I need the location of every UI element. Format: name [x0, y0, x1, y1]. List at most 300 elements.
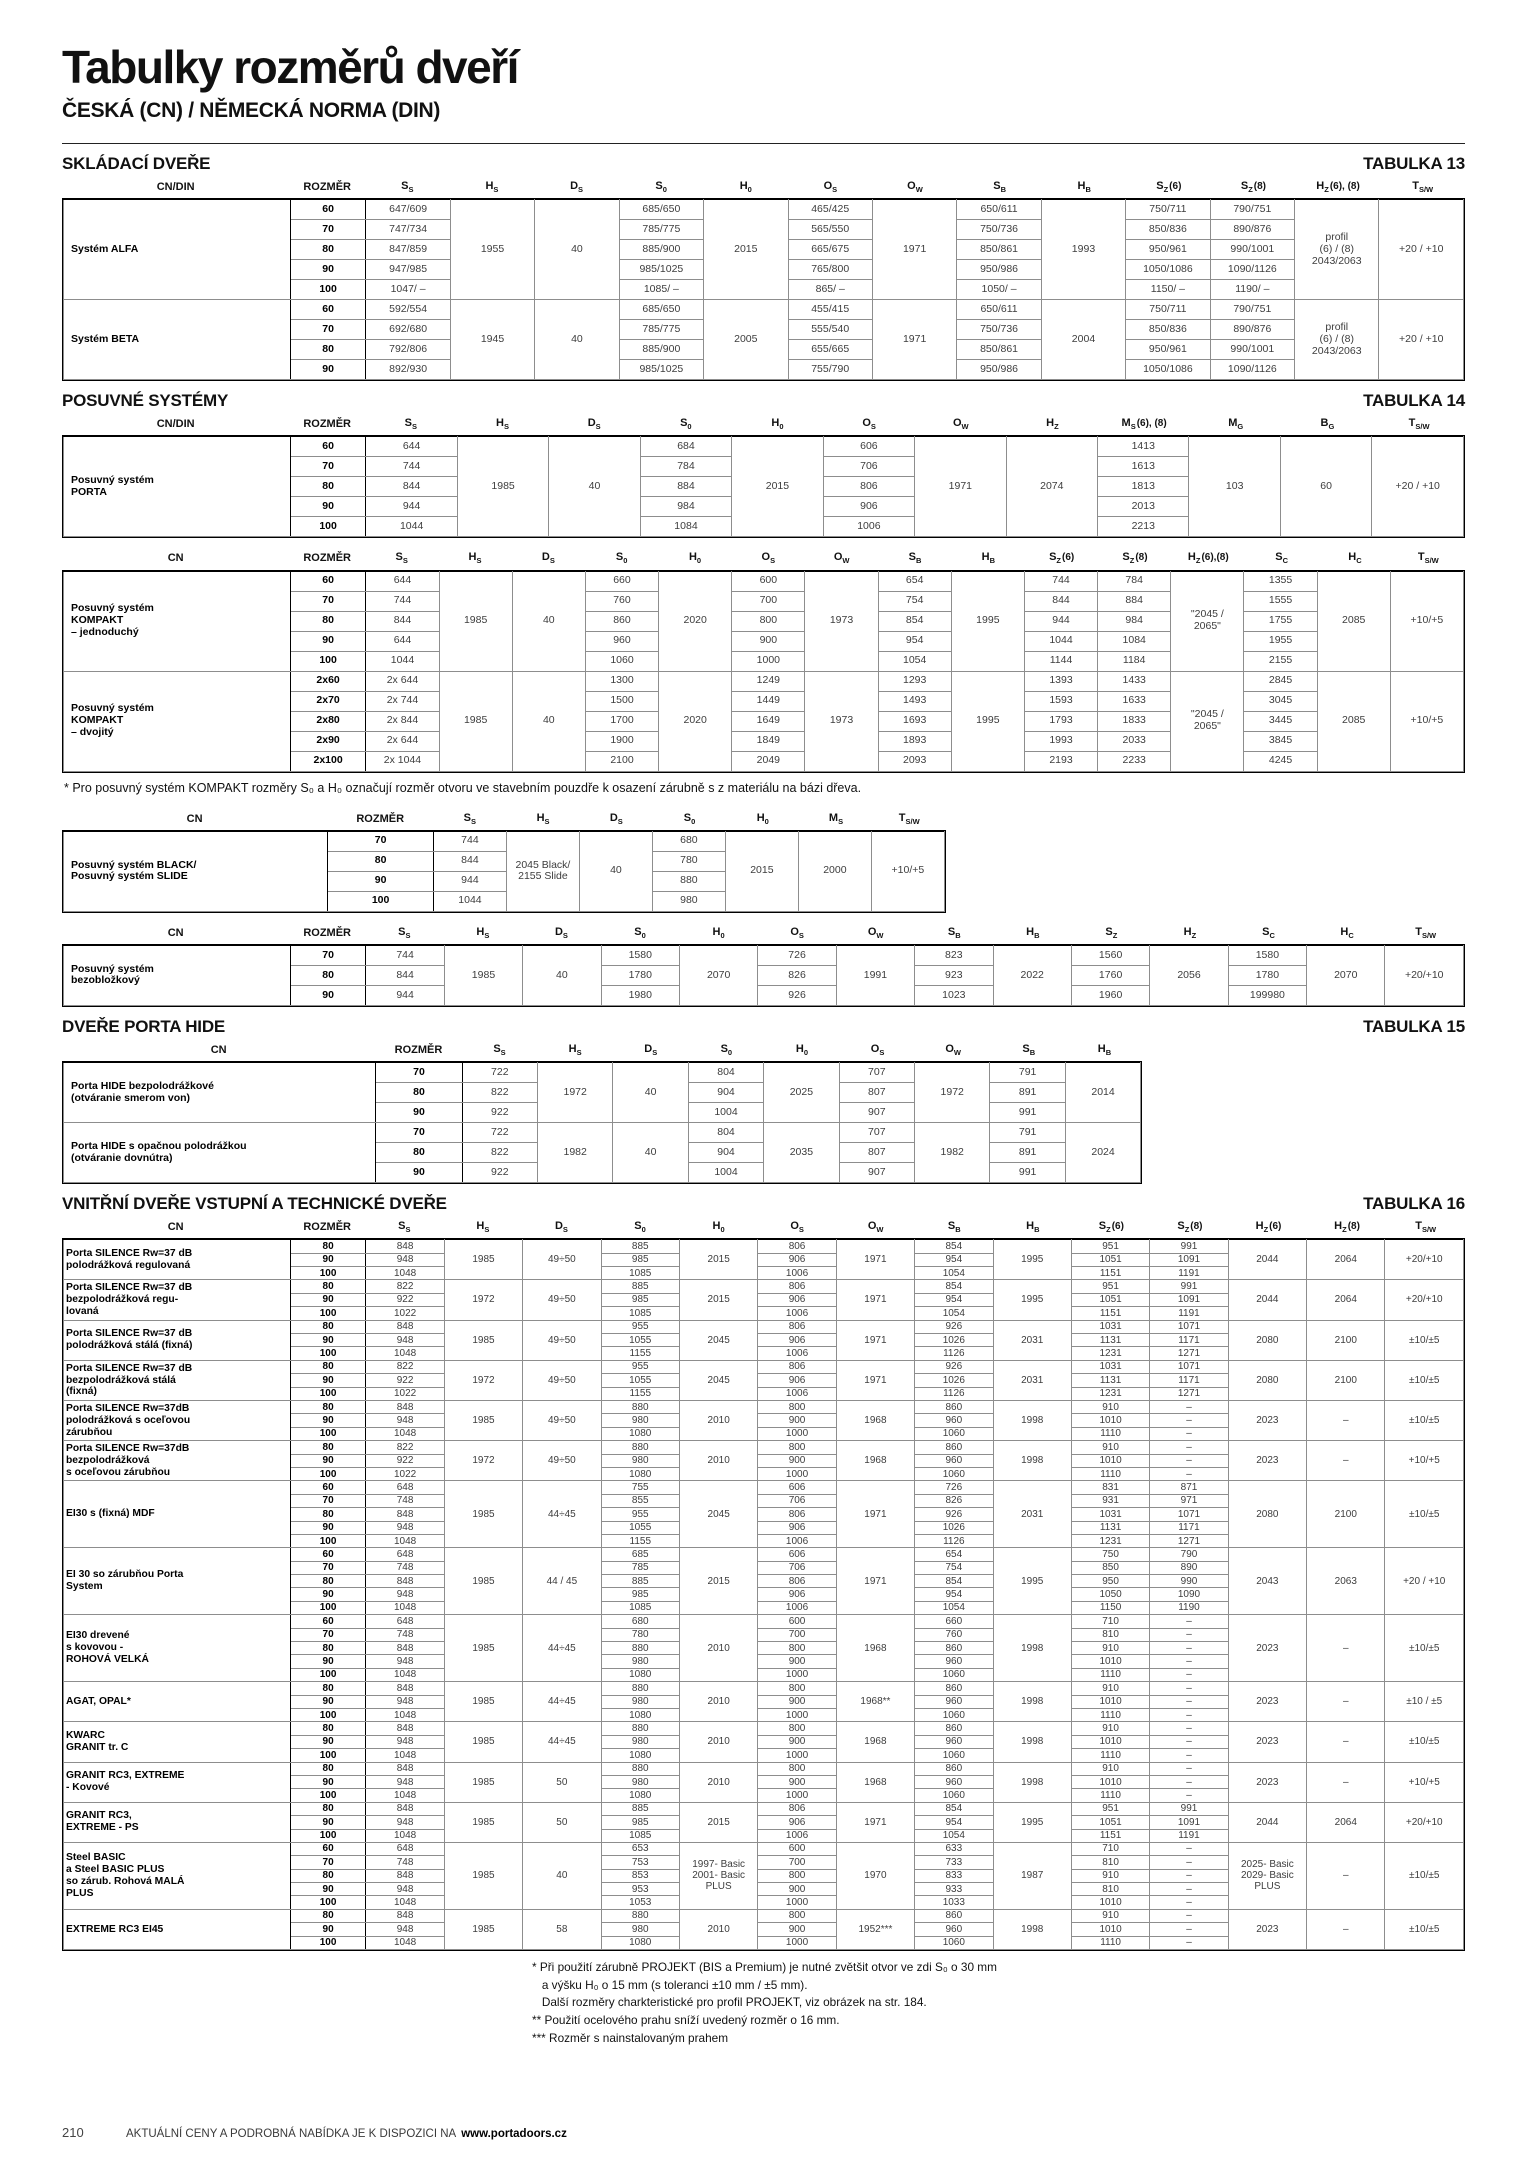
value-cell: 648	[366, 1481, 444, 1494]
shared-value-cell: 49÷50	[523, 1320, 601, 1360]
value-cell: 4245	[1244, 751, 1317, 771]
value-cell: 765/800	[788, 260, 872, 280]
value-cell: 1580	[601, 945, 679, 965]
value-cell: 1054	[915, 1267, 993, 1280]
value-cell: 960	[915, 1923, 993, 1936]
value-cell: 885	[601, 1280, 679, 1293]
shared-value-cell: 2074	[1006, 437, 1097, 537]
column-header: $S_Z(6)$	[1049, 551, 1075, 566]
value-cell: 960	[915, 1775, 993, 1788]
value-cell: 1090/1126	[1210, 360, 1294, 380]
value-cell: 685	[601, 1548, 679, 1561]
shared-value-cell: 1985	[444, 1842, 522, 1909]
table-frame	[62, 944, 1465, 1007]
column-header: $H_0$	[756, 811, 769, 826]
rozmer-cell: 100	[290, 1789, 366, 1802]
value-cell: 1780	[601, 965, 679, 985]
value-cell: 706	[758, 1561, 836, 1574]
value-cell: 910	[1071, 1642, 1149, 1655]
value-cell: 891	[990, 1083, 1065, 1103]
column-header: $D_S$	[609, 811, 623, 826]
value-cell: 660	[585, 571, 658, 591]
value-cell: 1151	[1071, 1829, 1149, 1842]
value-cell: 1155	[601, 1347, 679, 1360]
value-cell: 806	[758, 1320, 836, 1333]
shared-value-cell: –	[1307, 1401, 1385, 1441]
value-cell: 2213	[1098, 517, 1189, 537]
value-cell: 800	[758, 1441, 836, 1454]
shared-value-cell: 1952***	[836, 1909, 914, 1949]
value-cell: 1044	[1024, 631, 1097, 651]
value-cell: 2033	[1098, 731, 1171, 751]
value-cell: 784	[1098, 571, 1171, 591]
value-cell: 906	[758, 1374, 836, 1387]
rozmer-cell: 2x70	[290, 691, 366, 711]
column-header: $S_Z(6)$	[1098, 1220, 1124, 1235]
value-cell: 1060	[915, 1668, 993, 1681]
value-cell: 948	[366, 1655, 444, 1668]
shared-value-cell: "2045 / 2065"	[1171, 571, 1244, 671]
footnote-line: ** Použití ocelového prahu sníží uvedený rozměr o 16 mm.	[532, 2013, 840, 2028]
value-cell: 1760	[1071, 965, 1149, 985]
value-cell: 826	[758, 965, 836, 985]
value-cell: 1271	[1150, 1347, 1228, 1360]
value-cell: 860	[915, 1642, 993, 1655]
value-cell: 1048	[366, 1347, 444, 1360]
shared-value-cell: 60	[1280, 437, 1371, 537]
section-heading	[62, 1194, 1465, 1214]
column-header: $O_S$	[823, 180, 838, 195]
table-footnote: * Pro posuvný systém KOMPAKT rozměry S₀ a H₀ označují rozměr otvoru ve stavebním pouzdře k osazení zárubně s z materiálu na bázi dřeva.	[64, 780, 862, 795]
value-cell: 1000	[758, 1708, 836, 1721]
value-cell: 1048	[366, 1896, 444, 1909]
rozmer-cell: 70	[376, 1063, 462, 1083]
value-cell: 1091	[1150, 1293, 1228, 1306]
shared-value-cell: 1995	[951, 571, 1024, 671]
column-header: CN	[186, 812, 203, 825]
value-cell: –	[1150, 1682, 1228, 1695]
shared-value-cell: 1995	[951, 671, 1024, 771]
value-cell: 900	[758, 1735, 836, 1748]
rozmer-cell: 70	[290, 591, 366, 611]
value-cell: 1044	[366, 651, 439, 671]
column-header: $S_0$	[720, 1042, 733, 1058]
value-cell: 706	[823, 457, 914, 477]
value-cell: 1355	[1244, 571, 1317, 591]
value-cell: 1155	[601, 1387, 679, 1400]
shared-value-cell: +20/+10	[1385, 1280, 1464, 1320]
shared-value-cell: 2000	[798, 831, 871, 911]
value-cell: 606	[758, 1548, 836, 1561]
value-cell: 1171	[1150, 1374, 1228, 1387]
rozmer-cell: 100	[290, 1387, 366, 1400]
value-cell: 1293	[878, 671, 951, 691]
group-label-cell: Posuvný systém KOMPAKT – jednoduchý	[64, 571, 291, 671]
column-header: $H_Z$	[1183, 925, 1197, 940]
value-cell: 854	[915, 1240, 993, 1253]
shared-value-cell: 1971	[836, 1280, 914, 1320]
value-cell: 985	[601, 1588, 679, 1601]
shared-value-cell: 2056	[1150, 945, 1228, 1005]
column-header: $H_B$	[1097, 1042, 1112, 1058]
value-cell: 922	[366, 1454, 444, 1467]
rozmer-cell: 90	[290, 1588, 366, 1601]
shared-value-cell: "2045 / 2065"	[1171, 671, 1244, 771]
group-label-cell: EI30 s (fixná) MDF	[64, 1481, 291, 1548]
value-cell: 922	[462, 1103, 537, 1123]
value-cell: 948	[366, 1695, 444, 1708]
column-header: $S_0$	[683, 811, 696, 826]
shared-value-cell: +20/+10	[1385, 1240, 1464, 1280]
group-label-cell: AGAT, OPAL*	[64, 1682, 291, 1722]
value-cell: 1300	[585, 671, 658, 691]
value-cell: 2x 644	[366, 671, 439, 691]
value-cell: 1091	[1150, 1253, 1228, 1266]
value-cell: 800	[732, 611, 805, 631]
value-cell: 744	[366, 591, 439, 611]
shared-value-cell: 2043	[1228, 1548, 1306, 1615]
value-cell: 1633	[1098, 691, 1171, 711]
value-cell: 906	[758, 1253, 836, 1266]
table-row	[64, 1320, 1464, 1333]
shared-value-cell: 1995	[993, 1240, 1071, 1280]
value-cell: –	[1150, 1401, 1228, 1414]
value-cell: 800	[758, 1682, 836, 1695]
column-header: $D_S$	[554, 1220, 568, 1235]
value-cell: 1060	[915, 1467, 993, 1480]
dimension-table	[62, 1038, 1142, 1184]
table-row	[64, 1722, 1464, 1735]
table-row	[64, 300, 1464, 320]
column-header: $S_B$	[993, 180, 1006, 195]
value-cell: 1110	[1071, 1708, 1149, 1721]
shared-value-cell: 2100	[1307, 1481, 1385, 1548]
value-cell: 922	[462, 1163, 537, 1183]
value-cell: 960	[915, 1735, 993, 1748]
rozmer-cell: 80	[376, 1143, 462, 1163]
value-cell: 1054	[915, 1307, 993, 1320]
value-cell: 1022	[366, 1467, 444, 1480]
value-cell: 1780	[1228, 965, 1306, 985]
value-cell: 592/554	[366, 300, 450, 320]
value-cell: 1131	[1071, 1334, 1149, 1347]
value-cell: 822	[462, 1083, 537, 1103]
column-header: $M_S$	[828, 811, 844, 826]
value-cell: 960	[915, 1414, 993, 1427]
value-cell: 1048	[366, 1427, 444, 1440]
value-cell: 890/876	[1210, 320, 1294, 340]
rozmer-cell: 90	[290, 1775, 366, 1788]
shared-value-cell: 2015	[725, 831, 798, 911]
shared-value-cell: 1985	[444, 1802, 522, 1842]
column-header: $O_S$	[790, 925, 804, 940]
value-cell: 1051	[1071, 1253, 1149, 1266]
value-cell: 933	[915, 1883, 993, 1896]
value-cell: 880	[601, 1722, 679, 1735]
value-cell: 985/1025	[619, 260, 703, 280]
value-cell: 1022	[366, 1387, 444, 1400]
value-cell: 654	[878, 571, 951, 591]
column-header: $H_0$	[739, 180, 752, 195]
shared-value-cell: 1985	[439, 571, 512, 671]
rozmer-cell: 90	[290, 360, 366, 380]
value-cell: 1071	[1150, 1360, 1228, 1373]
column-header: $D_S$	[541, 551, 555, 566]
value-cell: 1006	[758, 1829, 836, 1842]
column-header: $H_0$	[771, 417, 784, 432]
shared-value-cell: 1985	[444, 1615, 522, 1682]
value-cell: 780	[652, 851, 725, 871]
shared-value-cell: 1985	[444, 1401, 522, 1441]
column-header: $H_Z(6)$	[1255, 1220, 1282, 1235]
value-cell: 1000	[758, 1427, 836, 1440]
shared-value-cell: 2010	[679, 1682, 757, 1722]
value-cell: 1955	[1244, 631, 1317, 651]
value-cell: 1085	[601, 1307, 679, 1320]
value-cell: 844	[1024, 591, 1097, 611]
value-cell: –	[1150, 1441, 1228, 1454]
shared-value-cell: 2044	[1228, 1280, 1306, 1320]
shared-value-cell: 1985	[444, 1481, 522, 1548]
page-header	[62, 41, 1465, 144]
shared-value-cell: 1972	[537, 1063, 612, 1123]
value-cell: 600	[732, 571, 805, 591]
value-cell: 3045	[1244, 691, 1317, 711]
value-cell: 910	[1071, 1441, 1149, 1454]
value-cell: 910	[1071, 1682, 1149, 1695]
value-cell: 1006	[758, 1601, 836, 1614]
value-cell: 991	[990, 1163, 1065, 1183]
shared-value-cell: 49÷50	[523, 1441, 601, 1481]
shared-value-cell: 2085	[1317, 671, 1390, 771]
value-cell: 885	[601, 1240, 679, 1253]
value-cell: 1055	[601, 1521, 679, 1534]
value-cell: –	[1150, 1454, 1228, 1467]
shared-value-cell: 2023	[1228, 1682, 1306, 1722]
value-cell: 1048	[366, 1668, 444, 1681]
column-header: ROZMĚR	[303, 552, 351, 565]
value-cell: 848	[366, 1722, 444, 1735]
shared-value-cell: 2010	[679, 1441, 757, 1481]
value-cell: 990/1001	[1210, 340, 1294, 360]
value-cell: 980	[601, 1923, 679, 1936]
rozmer-cell: 70	[290, 320, 366, 340]
column-header: $S_0$	[634, 925, 646, 940]
table-row	[64, 1682, 1464, 1695]
value-cell: 1110	[1071, 1789, 1149, 1802]
value-cell: 884	[640, 477, 731, 497]
shared-value-cell: +20 / +10	[1379, 200, 1464, 300]
column-header: $O_W$	[867, 925, 884, 940]
column-header: CN	[167, 1221, 184, 1234]
rozmer-cell: 70	[290, 945, 366, 965]
rozmer-cell: 100	[290, 1896, 366, 1909]
value-cell: 1155	[601, 1534, 679, 1547]
value-cell: 850/836	[1126, 220, 1210, 240]
value-cell: 880	[601, 1682, 679, 1695]
shared-value-cell: 2100	[1307, 1320, 1385, 1360]
shared-value-cell: 1945	[450, 300, 534, 380]
value-cell: 1000	[732, 651, 805, 671]
value-cell: 1000	[758, 1668, 836, 1681]
shared-value-cell: 2080	[1228, 1320, 1306, 1360]
column-header: $D_S$	[587, 417, 601, 432]
table-header-row	[62, 412, 1465, 435]
section-skladaci-dvere	[62, 154, 1465, 381]
shared-value-cell: ±10/±5	[1385, 1481, 1464, 1548]
tabulka-label: TABULKA 13	[1363, 154, 1465, 173]
table-row	[64, 1481, 1464, 1494]
value-cell: 1393	[1024, 671, 1097, 691]
group-label-cell: Porta HIDE s opačnou polodrážkou (otváranie dovnútra)	[64, 1123, 376, 1183]
value-cell: 748	[366, 1628, 444, 1641]
rozmer-cell: 80	[290, 1682, 366, 1695]
value-cell: 1026	[915, 1521, 993, 1534]
value-cell: 951	[1071, 1240, 1149, 1253]
shared-value-cell: –	[1307, 1615, 1385, 1682]
value-cell: 1493	[878, 691, 951, 711]
value-cell: 944	[366, 985, 444, 1005]
rozmer-cell: 60	[290, 1481, 366, 1494]
shared-value-cell: 40	[549, 437, 640, 537]
value-cell: 1010	[1071, 1655, 1149, 1668]
value-cell: 1580	[1228, 945, 1306, 965]
value-cell: 850/861	[957, 240, 1041, 260]
value-cell: 700	[758, 1856, 836, 1869]
value-cell: 1031	[1071, 1320, 1149, 1333]
value-cell: 2x 1044	[366, 751, 439, 771]
table-row	[64, 1123, 1141, 1143]
shared-value-cell: 40	[523, 1842, 601, 1909]
rozmer-cell: 90	[290, 1454, 366, 1467]
value-cell: 565/550	[788, 220, 872, 240]
table-row	[64, 1909, 1464, 1922]
table-header-row	[62, 921, 1465, 944]
shared-value-cell: 1968	[836, 1615, 914, 1682]
value-cell: 748	[366, 1561, 444, 1574]
column-header: $S_S$	[401, 180, 414, 195]
rozmer-cell: 60	[290, 1615, 366, 1628]
shared-value-cell: 2035	[764, 1123, 839, 1183]
table-row	[64, 831, 945, 851]
table-row	[64, 1240, 1464, 1253]
column-header: $H_S$	[496, 417, 509, 432]
shared-value-cell: 2064	[1307, 1802, 1385, 1842]
value-cell: 750/711	[1126, 200, 1210, 220]
shared-value-cell: ±10/±5	[1385, 1909, 1464, 1949]
value-cell: 790/751	[1210, 300, 1294, 320]
value-cell: 726	[758, 945, 836, 965]
value-cell: –	[1150, 1628, 1228, 1641]
shared-value-cell: 1971	[836, 1802, 914, 1842]
column-header: ROZMĚR	[356, 812, 405, 825]
shared-value-cell: 40	[523, 945, 601, 1005]
value-cell: 900	[758, 1923, 836, 1936]
value-cell: 950/986	[957, 360, 1041, 380]
value-cell: 955	[601, 1320, 679, 1333]
shared-value-cell: 2031	[993, 1481, 1071, 1548]
value-cell: 880	[652, 871, 725, 891]
value-cell: 1010	[1071, 1414, 1149, 1427]
rozmer-cell: 90	[290, 1816, 366, 1829]
shared-value-cell: 1971	[836, 1548, 914, 1615]
shared-value-cell: 1982	[915, 1123, 990, 1183]
rozmer-cell: 80	[290, 965, 366, 985]
sections-container	[62, 144, 1465, 2047]
value-cell: 923	[915, 965, 993, 985]
rozmer-cell: 100	[290, 280, 366, 300]
value-cell: 1060	[915, 1789, 993, 1802]
value-cell: 1131	[1071, 1374, 1149, 1387]
rozmer-cell: 80	[290, 1869, 366, 1882]
footnotes-block	[532, 1959, 1465, 2047]
shared-value-cell: 1995	[993, 1280, 1071, 1320]
value-cell: 848	[366, 1682, 444, 1695]
footnote-line: * Při použití zárubně PROJEKT (BIS a Premium) je nutné zvětšit otvor ve zdi S₀ o 30 mm	[532, 1960, 997, 1975]
value-cell: 984	[1098, 611, 1171, 631]
value-cell: 806	[758, 1240, 836, 1253]
shared-value-cell: –	[1307, 1722, 1385, 1762]
value-cell: –	[1150, 1936, 1228, 1949]
rozmer-cell: 80	[290, 1722, 366, 1735]
shared-value-cell: 1968**	[836, 1682, 914, 1722]
group-label-cell: Posuvný systém PORTA	[64, 437, 291, 537]
value-cell: 951	[1071, 1802, 1149, 1815]
value-cell: 1050/1086	[1126, 260, 1210, 280]
value-cell: 910	[1071, 1909, 1149, 1922]
group-label-cell: Systém BETA	[64, 300, 291, 380]
value-cell: 1050/1086	[1126, 360, 1210, 380]
value-cell: 951	[1071, 1280, 1149, 1293]
column-header: $S_Z$	[1105, 925, 1118, 940]
website-link: www.portadoors.cz	[461, 2128, 567, 2140]
value-cell: 1055	[601, 1374, 679, 1387]
value-cell: 823	[915, 945, 993, 965]
footnote-line: Další rozměry charkteristické pro profil PROJEKT, viz obrázek na str. 184.	[532, 1995, 927, 2010]
shared-value-cell: 2044	[1228, 1240, 1306, 1280]
value-cell: 750/736	[957, 220, 1041, 240]
value-cell: 1080	[601, 1467, 679, 1480]
value-cell: 606	[823, 437, 914, 457]
value-cell: 754	[878, 591, 951, 611]
shared-value-cell: 50	[523, 1802, 601, 1842]
value-cell: 1271	[1150, 1387, 1228, 1400]
value-cell: 980	[601, 1414, 679, 1427]
value-cell: 1026	[915, 1334, 993, 1347]
dimension-table	[62, 1215, 1465, 1951]
rozmer-cell: 60	[290, 571, 366, 591]
value-cell: 1960	[1071, 985, 1149, 1005]
value-cell: 880	[601, 1441, 679, 1454]
value-cell: 2233	[1098, 751, 1171, 771]
value-cell: 907	[839, 1163, 914, 1183]
rozmer-cell: 90	[328, 871, 434, 891]
shared-value-cell: 44 / 45	[523, 1548, 601, 1615]
table-frame	[62, 198, 1465, 381]
shared-value-cell: 2031	[993, 1320, 1071, 1360]
value-cell: 810	[1071, 1856, 1149, 1869]
value-cell: 848	[366, 1802, 444, 1815]
value-cell: 800	[758, 1762, 836, 1775]
column-header: $H_S$	[568, 1042, 582, 1058]
value-cell: 760	[915, 1628, 993, 1641]
value-cell: 1110	[1071, 1467, 1149, 1480]
value-cell: 1023	[915, 985, 993, 1005]
column-header: $O_W$	[907, 180, 923, 195]
value-cell: 948	[366, 1588, 444, 1601]
value-cell: 900	[758, 1695, 836, 1708]
shared-value-cell: 1970	[836, 1842, 914, 1909]
